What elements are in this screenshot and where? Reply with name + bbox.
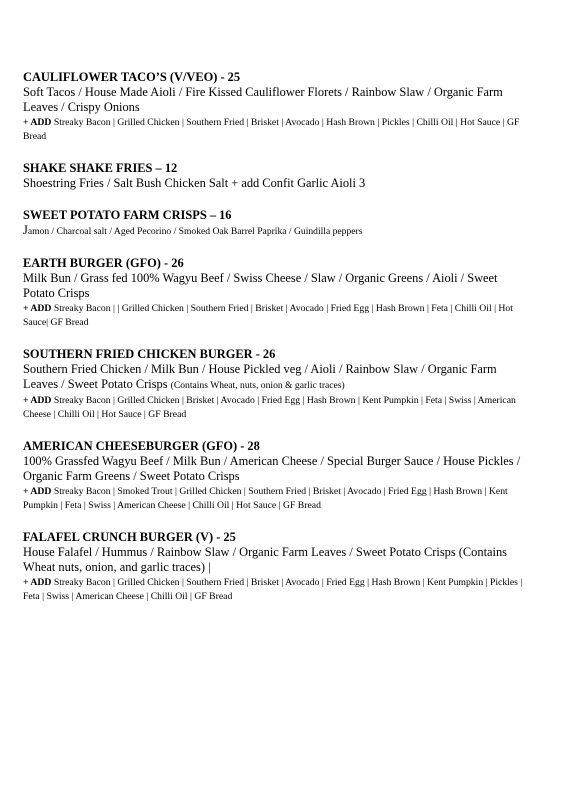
addons-list: Streaky Bacon | Smoked Trout | Grilled Chicken | Southern Fried | Brisket | Avocado | Fried Egg | Hash Brown | Kent Pumpkin | Feta | Swiss | American Cheese | Chilli Oil | Hot Sauce | GF Bread [23,486,508,511]
addons-list: Streaky Bacon | Grilled Chicken | Southern Fried | Brisket | Avocado | Hash Brown | Pickles | Chilli Oil | Hot Sauce | GF Bread [23,117,520,142]
item-description [23,223,531,239]
description-first-letter: J [23,223,28,237]
item-description: Milk Bun / Grass fed 100% Wagyu Beef / Swiss Cheese / Slaw / Organic Greens / Aioli / Sweet Potato Crisps [23,271,498,300]
menu-item-shake-fries [23,161,531,191]
menu-item-southern-fried-chicken-burger [23,347,531,422]
item-title: AMERICAN CHEESEBURGER (GFO) - 28 [23,439,260,453]
item-addons [23,116,531,144]
item-addons [23,576,531,604]
menu-item-american-cheeseburger [23,439,531,513]
menu-item-falafel-crunch-burger [23,530,531,604]
item-addons [23,485,531,513]
description-rest: amon / Charcoal salt / Aged Pecorino / Smoked Oak Barrel Paprika / Guindilla peppers [27,226,363,237]
item-description [23,362,531,393]
item-description: House Falafel / Hummus / Rainbow Slaw / Organic Farm Leaves / Sweet Potato Crisps (Contains Wheat nuts, onion, and garlic traces) | [23,545,507,574]
menu-item-cauliflower-tacos [23,70,531,144]
item-title: EARTH BURGER (GFO) - 26 [23,256,184,270]
menu-item-earth-burger [23,256,531,330]
item-description: Shoestring Fries / Salt Bush Chicken Salt + add Confit Garlic Aioli 3 [23,176,366,190]
item-title: SHAKE SHAKE FRIES – 12 [23,161,178,175]
item-addons [23,394,531,422]
addons-list: Streaky Bacon | Grilled Chicken | Southern Fried | Brisket | Avocado | Fried Egg | Hash Brown | Kent Pumpkin | Pickles | Feta | Swiss | American Cheese | Chilli Oil | GF Bread [23,577,523,602]
item-title [23,208,531,223]
item-description: 100% Grassfed Wagyu Beef / Milk Bun / American Cheese / Special Burger Sauce / House Pickles / Organic Farm Greens / Sweet Potato Crisps [23,454,521,483]
item-description: Soft Tacos / House Made Aioli / Fire Kissed Cauliflower Florets / Rainbow Slaw / Organic Farm Leaves / Crispy Onions [23,85,503,114]
item-title: SOUTHERN FRIED CHICKEN BURGER - 26 [23,347,276,361]
add-label: + ADD [23,117,52,128]
addons-list: Streaky Bacon | Grilled Chicken | Brisket | Avocado | Fried Egg | Hash Brown | Kent Pumpkin | Feta | Swiss | American Cheese | Chilli Oil | Hot Sauce | GF Bread [23,395,516,420]
title-first-letter: S [23,208,30,222]
add-label: + ADD [23,395,52,406]
addons-list: Streaky Bacon | | Grilled Chicken | Southern Fried | Brisket | Avocado | Fried Egg | Hash Brown | Feta | Chilli Oil | Hot Sauce| GF Bread [23,303,513,328]
item-title: CAULIFLOWER TACO’S (V/VEO) - 25 [23,70,241,84]
description-allergen-note: (Contains Wheat, nuts, onion & garlic traces) [170,380,345,391]
description-main: Southern Fried Chicken / Milk Bun / House Pickled veg / Aioli / Rainbow Slaw / Organic Farm Leaves / Sweet Potato Crisps [23,362,497,391]
add-label: + ADD [23,303,52,314]
menu-item-sweet-potato-crisps [23,208,531,239]
item-addons [23,302,531,330]
add-label: + ADD [23,486,52,497]
add-label: + ADD [23,577,52,588]
title-rest: WEET POTATO FARM CRISPS – 16 [29,208,232,222]
item-title: FALAFEL CRUNCH BURGER (V) - 25 [23,530,236,544]
